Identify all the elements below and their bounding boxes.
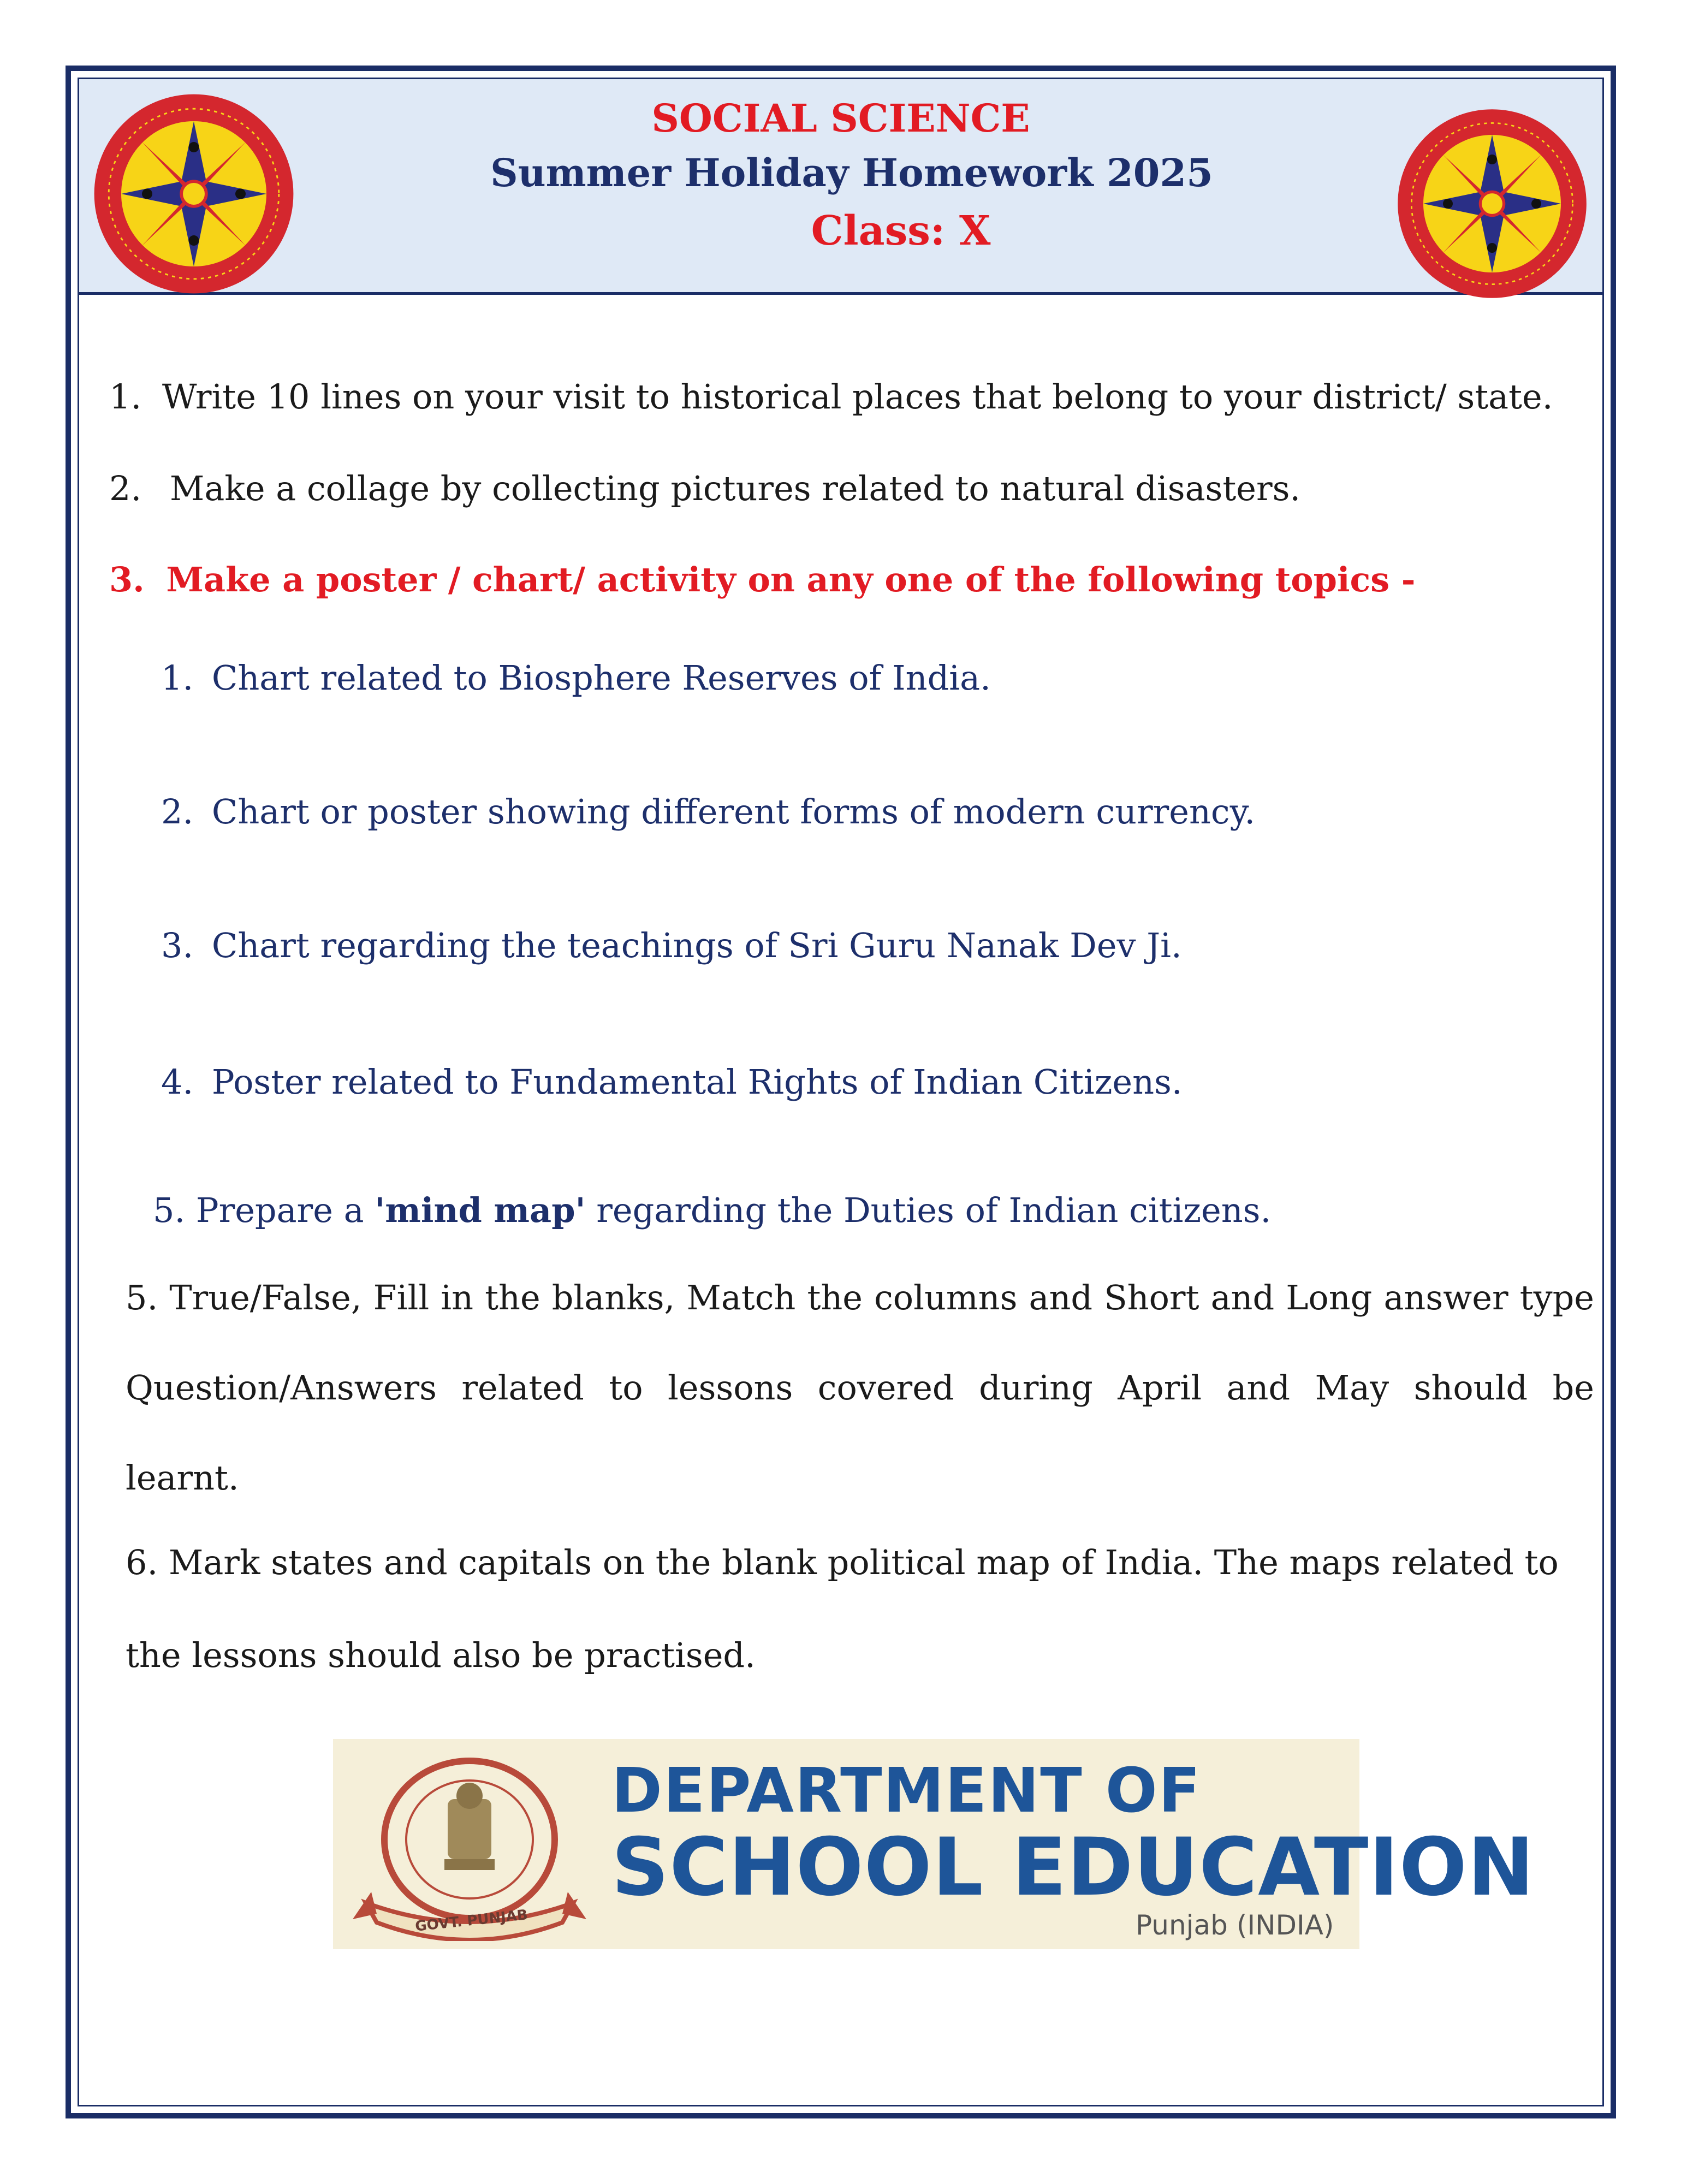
sub-item-number: 1. xyxy=(161,658,194,698)
list-item xyxy=(109,468,1300,508)
sub-list-item xyxy=(153,1190,1271,1230)
item6-line2: the lessons should also be practised. xyxy=(126,1635,756,1675)
sub-list-item xyxy=(161,792,1255,832)
sub-item-number: 4. xyxy=(161,1062,194,1102)
sub-item-text: regarding the Duties of Indian citizens. xyxy=(585,1190,1272,1230)
sub-item-text: Chart or poster showing different forms of modern currency. xyxy=(211,792,1256,832)
sub-item-text: Chart related to Biosphere Reserves of India. xyxy=(211,658,991,698)
sub-list-item xyxy=(161,658,991,698)
list-item xyxy=(109,377,1553,417)
item5-line1: 5. True/False, Fill in the blanks, Match the columns and Short and Long answer type xyxy=(126,1278,1594,1317)
list-item xyxy=(109,560,1416,600)
item5-line2: Question/Answers related to lessons covered during April and May should be xyxy=(126,1368,1594,1408)
item-text: Write 10 lines on your visit to historical places that belong to your district/ state. xyxy=(162,377,1553,417)
scert-seal-right-icon xyxy=(1394,105,1590,302)
item-text: Make a poster / chart/ activity on any one of the following topics - xyxy=(166,560,1416,600)
department-location: Punjab (INDIA) xyxy=(1136,1909,1334,1941)
department-title-line1: DEPARTMENT OF xyxy=(611,1755,1202,1826)
item6-line1: 6. Mark states and capitals on the blank political map of India. The maps related to xyxy=(126,1542,1559,1582)
subject-title: SOCIAL SCIENCE xyxy=(651,96,1030,141)
item-number: 1. xyxy=(109,377,142,417)
header-band xyxy=(79,79,1602,295)
item-number: 3. xyxy=(109,560,145,600)
mind-map-emphasis: 'mind map' xyxy=(375,1190,586,1230)
sub-item-number: 3. xyxy=(161,925,194,965)
homework-title: Summer Holiday Homework 2025 xyxy=(490,150,1213,195)
sub-list-item xyxy=(161,925,1182,965)
department-banner xyxy=(333,1739,1535,1949)
sub-list-item xyxy=(161,1062,1183,1102)
department-title-line2: SCHOOL EDUCATION xyxy=(611,1821,1535,1914)
sub-item-text: Chart regarding the teachings of Sri Guru Nanak Dev Ji. xyxy=(211,925,1182,965)
emblem-ribbon-text: GOVT. PUNJAB xyxy=(414,1907,529,1935)
class-label: Class: X xyxy=(811,207,991,254)
sub-item-text: 5. Prepare a xyxy=(153,1190,375,1230)
item5-line3: learnt. xyxy=(126,1458,239,1498)
sub-item-number: 2. xyxy=(161,792,194,832)
item-text: Make a collage by collecting pictures related to natural disasters. xyxy=(169,468,1301,508)
item-number: 2. xyxy=(109,468,142,508)
sub-item-text: Poster related to Fundamental Rights of Indian Citizens. xyxy=(211,1062,1183,1102)
